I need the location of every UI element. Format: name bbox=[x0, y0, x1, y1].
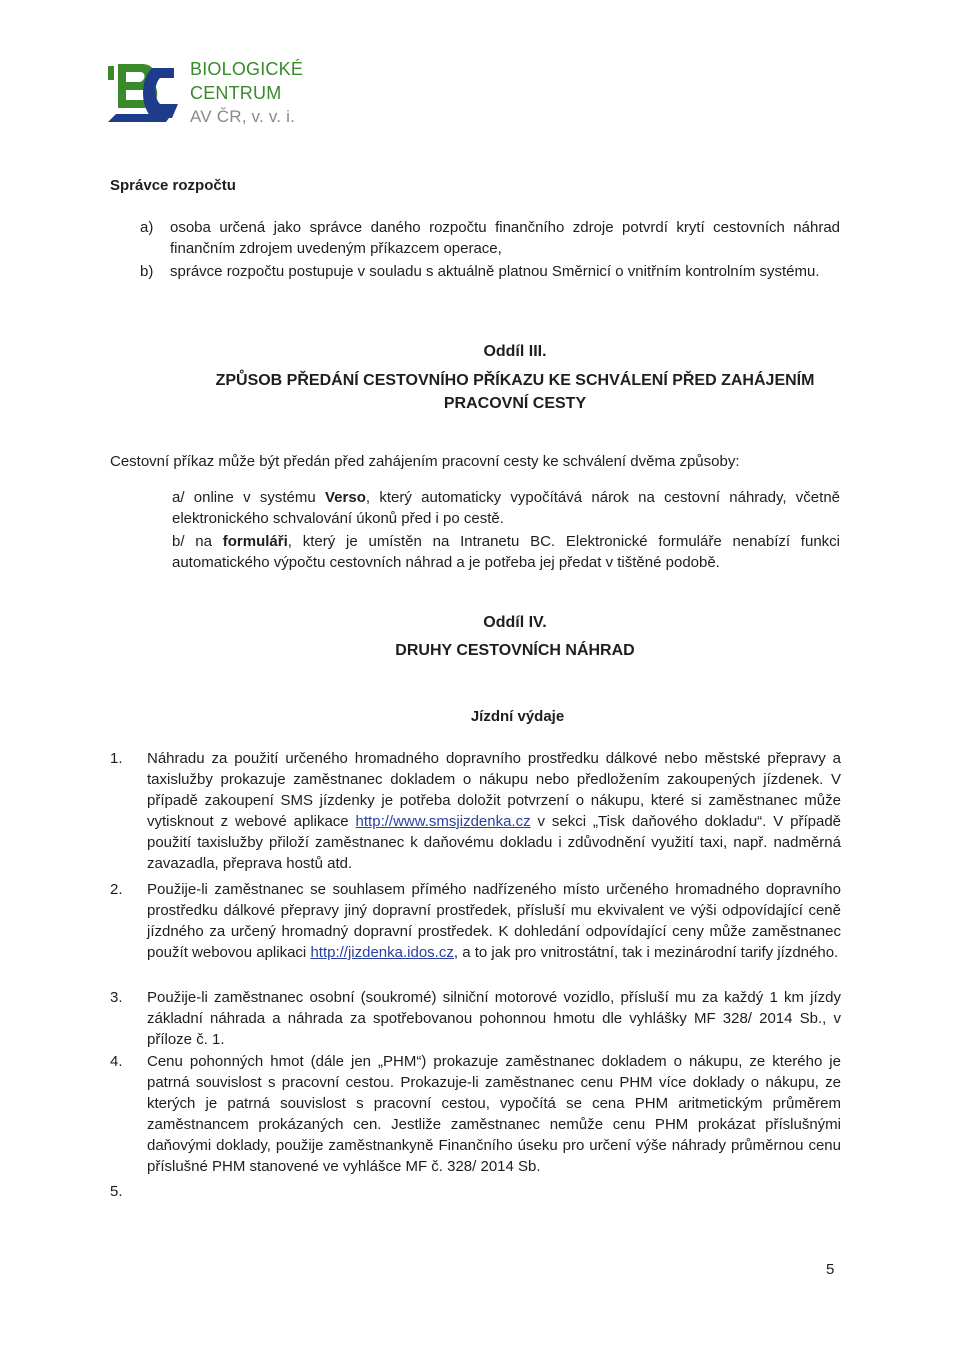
item-number: 1. bbox=[110, 750, 123, 767]
section-4-label: Oddíl IV. bbox=[483, 614, 547, 631]
option-a-bold: Verso bbox=[325, 489, 366, 506]
logo-text-line3: AV ČR, v. v. i. bbox=[190, 107, 296, 126]
logo-text-line1: BIOLOGICKÉ bbox=[190, 59, 304, 79]
item-text: Použije-li zaměstnanec osobní (soukromé) silniční motorové vozidlo, přísluší mu za každý 1 km jízdy základní náhrada a náhrada za spotřebovanou pohonnou hmotu dle vyhlášky MF 328/ 2014 Sb., v příloze č. 1. bbox=[147, 989, 841, 1048]
item-number: 4. bbox=[110, 1053, 123, 1070]
list-item bbox=[140, 261, 840, 282]
logo-text-line2: CENTRUM bbox=[190, 83, 282, 103]
numbered-item bbox=[110, 987, 841, 1050]
page-number: 5 bbox=[826, 1261, 835, 1278]
numbered-item bbox=[110, 748, 841, 874]
option-a bbox=[172, 487, 840, 529]
item-number: 5. bbox=[110, 1183, 123, 1200]
item-text-cont: , a to jak pro vnitrostátní, tak i mezinárodní tarify jízdného. bbox=[453, 944, 839, 961]
travel-expenses-subtitle: Jízdní výdaje bbox=[470, 708, 565, 725]
section-3-label: Oddíl III. bbox=[483, 343, 547, 360]
item-number: 3. bbox=[110, 989, 123, 1006]
logo bbox=[108, 56, 338, 132]
numbered-item bbox=[110, 1051, 841, 1177]
item-text: Náhradu za použití určeného hromadného dopravního prostředku dálkové nebo městské přepravy a taxislužby prokazuje zaměstnanec dokladem o nákupu nebo předložením zakoupených jízdenek. V případě zakoupení SMS jízdenky je potřeba doložit potvrzení o nákupu, které si zaměstnanec může vytisknout z webové aplikace bbox=[147, 750, 841, 830]
list-item-text: osoba určená jako správce daného rozpočtu finančního zdroje potvrdí krytí cestovních náhrad finančním zdrojem uvedeným příkazcem operace, bbox=[170, 219, 840, 257]
section-3-intro: Cestovní příkaz může být předán před zahájením pracovní cesty ke schválení dvěma způsoby: bbox=[110, 453, 740, 470]
biologicke-centrum-logo-mark bbox=[108, 58, 184, 128]
smsjizdenka-link[interactable]: http://www.smsjizdenka.cz bbox=[355, 813, 531, 830]
list-item-text: správce rozpočtu postupuje v souladu s aktuálně platnou Směrnicí o vnitřním kontrolním systému. bbox=[170, 263, 820, 280]
item-number: 2. bbox=[110, 881, 123, 898]
idos-link[interactable]: http://jizdenka.idos.cz bbox=[310, 944, 454, 961]
option-b-suffix: , který je umístěn na Intranetu BC. Elektronické formuláře nenabízí funkci automatického výpočtu cestovních náhrad a je potřeba jej předat v tištěné podobě. bbox=[172, 533, 840, 571]
section-4-title: DRUHY CESTOVNÍCH NÁHRAD bbox=[395, 642, 635, 659]
item-text: Použije-li zaměstnanec se souhlasem přímého nadřízeného místo určeného hromadného dopravního prostředku dálkové přepravy jiný dopravní prostředek, přísluší mu ekvivalent ve výši odpovídající ceně jízdného za určený hromadný dopravní prostředek. K dohledání odpovídající ceny může zaměstnanec použít webovou aplikaci bbox=[147, 881, 841, 961]
option-a-suffix: , který automaticky vypočítává nárok na cestovní náhrady, včetně elektronického schvalování úkonů před i po cestě. bbox=[172, 489, 841, 527]
option-b-bold: formuláři bbox=[222, 533, 288, 550]
list-item bbox=[140, 217, 840, 259]
option-b bbox=[172, 531, 840, 573]
budget-manager-title: Správce rozpočtu bbox=[110, 177, 236, 194]
option-a-prefix: a/ online v systému bbox=[172, 489, 325, 506]
option-b-prefix: b/ na bbox=[172, 533, 223, 550]
item-text-cont: v sekci „Tisk daňového dokladu“. V případě použití taxislužby přiloží zaměstnanec k daňovému dokladu i zdůvodnění využití taxi, např. nadměrná zavazadla, přeprava hostů atd. bbox=[147, 813, 842, 872]
list-marker: b) bbox=[140, 263, 154, 280]
list-marker: a) bbox=[140, 219, 154, 236]
item-text: Cenu pohonných hmot (dále jen „PHM“) prokazuje zaměstnanec dokladem o nákupu, ze kterého je patrná souvislost s pracovní cestou. Prokazuje-li zaměstnanec cenu PHM více doklady o nákupu, ze kterých je patrná souvislost s pracovní cestou, vypočítá se cena PHM aritmetickým průměrem zaměstnancem prokázaných cen. Jestliže zaměstnanec nemůže cenu PHM prokázat příslušnými daňovými doklady, použije zaměstnankyně Finančního úseku pro určení výše náhrady průměrnou cenu příslušné PHM stanovené ve vyhlášce MF č. 328/ 2014 Sb. bbox=[147, 1053, 841, 1175]
numbered-item bbox=[110, 879, 841, 963]
section-3-title: ZPŮSOB PŘEDÁNÍ CESTOVNÍHO PŘÍKAZU KE SCHVÁLENÍ PŘED ZAHÁJENÍM PRACOVNÍ CESTY bbox=[215, 372, 815, 412]
